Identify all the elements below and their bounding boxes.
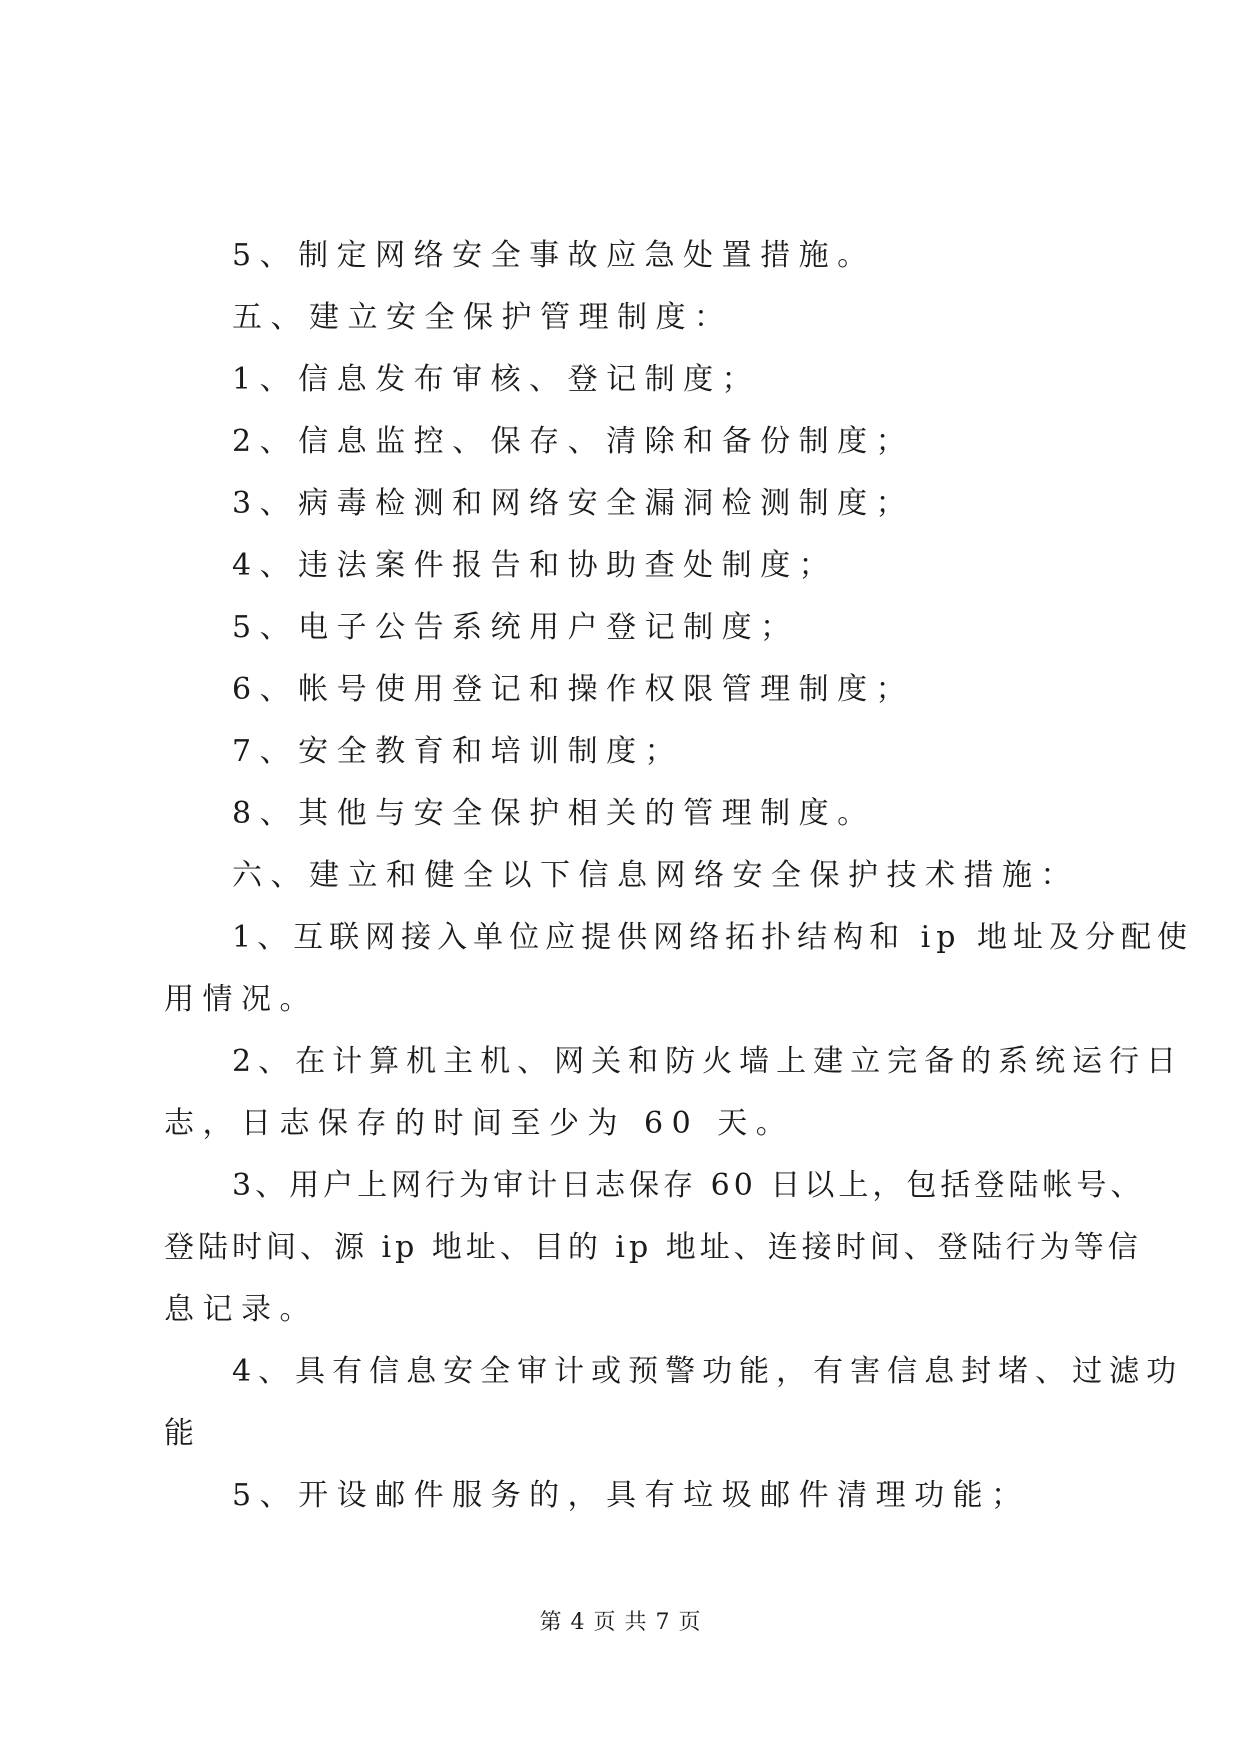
paragraph-line: 登陆时间、源 ip 地址、目的 ip 地址、连接时间、登陆行为等信	[164, 1230, 1142, 1265]
paragraph-line: 3、用户上网行为审计日志保存 60 日以上，包括登陆帐号、	[232, 1168, 1145, 1203]
list-item: 2、信息监控、保存、清除和备份制度；	[232, 424, 915, 459]
page-number-footer: 第 4 页 共 7 页	[539, 1610, 702, 1635]
paragraph-line: 5、制定网络安全事故应急处置措施。	[232, 238, 876, 273]
paragraph-line: 能	[164, 1416, 203, 1451]
paragraph-line: 志，日志保存的时间至少为 60 天。	[164, 1106, 795, 1141]
paragraph-line: 用情况。	[164, 982, 318, 1017]
paragraph-line: 4、具有信息安全审计或预警功能，有害信息封堵、过滤功	[232, 1354, 1184, 1389]
list-item: 6、帐号使用登记和操作权限管理制度；	[232, 672, 915, 707]
list-item: 5、电子公告系统用户登记制度；	[232, 610, 799, 645]
paragraph-line: 2、在计算机主机、网关和防火墙上建立完备的系统运行日	[232, 1044, 1184, 1079]
paragraph-line: 1、互联网接入单位应提供网络拓扑结构和 ip 地址及分配使	[232, 920, 1193, 955]
paragraph-line: 息记录。	[164, 1292, 318, 1327]
list-item: 7、安全教育和培训制度；	[232, 734, 684, 769]
paragraph-line: 5、开设邮件服务的，具有垃圾邮件清理功能；	[232, 1478, 1030, 1513]
section-heading: 五、建立安全保护管理制度：	[232, 300, 733, 335]
list-item: 4、违法案件报告和协助查处制度；	[232, 548, 838, 583]
list-item: 1、信息发布审核、登记制度；	[232, 362, 761, 397]
section-heading: 六、建立和健全以下信息网络安全保护技术措施：	[232, 858, 1079, 893]
list-item: 8、其他与安全保护相关的管理制度。	[232, 796, 876, 831]
list-item: 3、病毒检测和网络安全漏洞检测制度；	[232, 486, 915, 521]
